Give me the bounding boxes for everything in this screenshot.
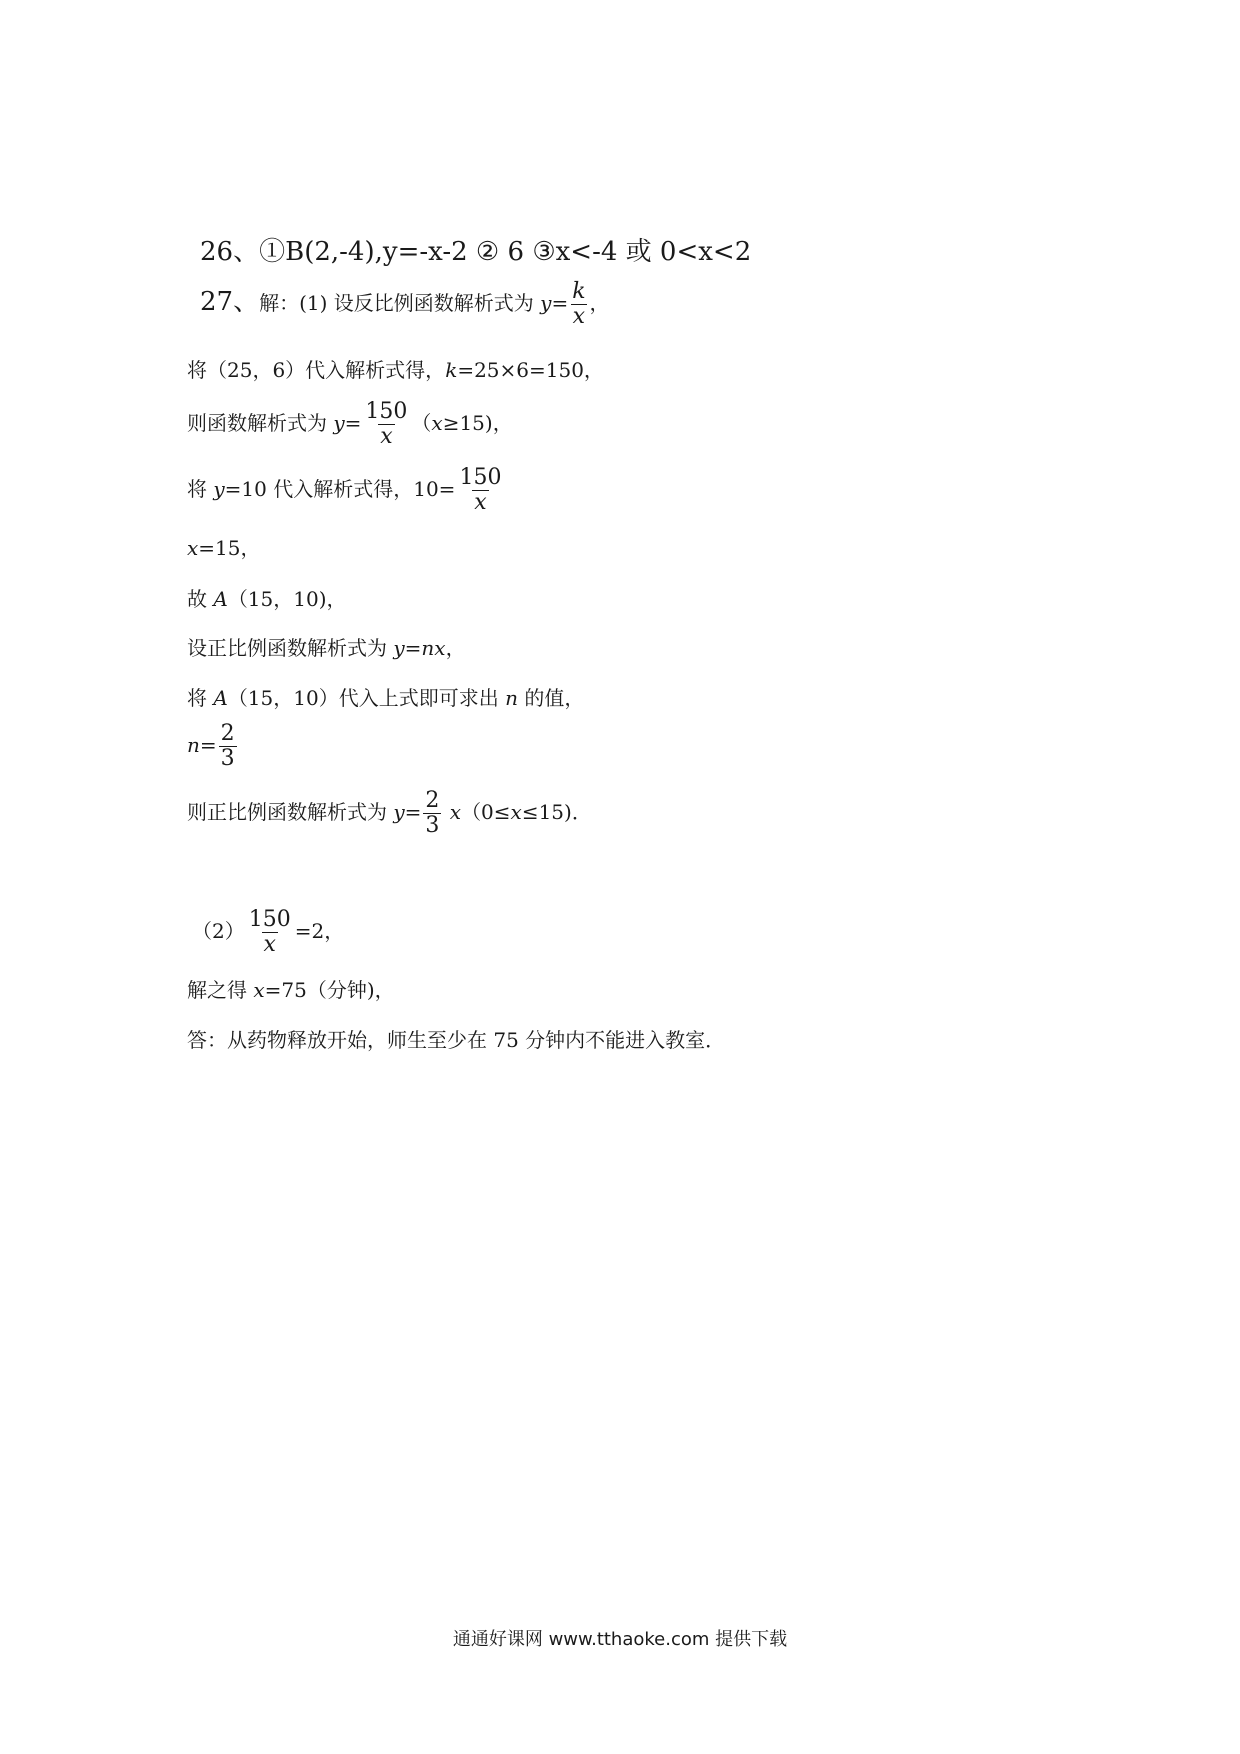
line7-formula: y=nx	[393, 636, 446, 660]
q27-number: 27、	[200, 287, 260, 317]
q26-line	[200, 236, 751, 268]
frac-numerator: 150	[365, 399, 408, 424]
frac-numerator: 150	[248, 907, 291, 932]
line8-A: A	[213, 686, 228, 710]
line6-A: A	[213, 587, 228, 611]
line8-text: 将	[187, 686, 214, 710]
line3-text: 则函数解析式为	[187, 411, 334, 435]
line10-x: x	[443, 800, 462, 824]
q27-line3	[187, 400, 513, 449]
q26-text: 26、①B(2,-4),y=-x-2 ② 6 ③x<-4 或 0<x<2	[200, 237, 752, 267]
q27-intro-y: y=	[540, 291, 569, 315]
line12-x: x	[253, 978, 265, 1002]
frac-numerator: 2	[425, 788, 440, 813]
line10-y: y=	[393, 800, 422, 824]
fraction-k-over-x	[570, 280, 587, 329]
line4-y: y	[213, 477, 225, 501]
line3-end: ≥15)，	[442, 411, 513, 435]
q27-intro-line	[200, 280, 610, 329]
fraction-150-over-x	[247, 908, 293, 957]
q27-line10	[187, 789, 592, 838]
part2-end: =2，	[294, 919, 345, 943]
line2-k: k	[445, 358, 458, 382]
q27-part2-line	[192, 908, 344, 957]
line8-n: n	[505, 686, 518, 710]
line5-text: =15，	[198, 536, 261, 560]
q27-intro-end: ，	[589, 291, 610, 315]
line6-end: （15，10)，	[227, 587, 347, 611]
line10-end: ≤15)．	[521, 800, 592, 824]
line3-x: x	[431, 411, 443, 435]
q27-line7	[187, 636, 466, 660]
q27-line6	[187, 587, 347, 611]
line3-y: y=	[333, 411, 362, 435]
line2-text: 将（25，6）代入解析式得，	[187, 358, 446, 382]
page-footer	[0, 1625, 1240, 1651]
line8-mid: （15，10）代入上式即可求出	[227, 686, 506, 710]
line12-end: =75（分钟)，	[264, 978, 395, 1002]
line2-end: =25×6=150，	[457, 358, 604, 382]
frac-denominator: 3	[220, 746, 235, 771]
line12-text: 解之得	[187, 978, 254, 1002]
q27-line5	[187, 536, 261, 560]
frac-numerator: 2	[220, 721, 235, 746]
frac-numerator: 150	[459, 465, 502, 490]
fraction-2-over-3	[219, 722, 237, 771]
part2-label: （2）	[192, 919, 245, 943]
q27-line2	[187, 358, 604, 382]
line7-end: ，	[445, 636, 466, 660]
line10-paren: （0≤	[461, 800, 511, 824]
frac-denominator: x	[572, 304, 586, 329]
frac-denominator: x	[474, 490, 487, 515]
line10-x2: x	[510, 800, 522, 824]
fraction-150-over-x	[363, 400, 409, 449]
line9-n: n	[187, 733, 200, 757]
line3-paren: （	[411, 411, 432, 435]
frac-denominator: x	[263, 932, 276, 957]
frac-denominator: 3	[425, 813, 440, 838]
line4-text: 将	[187, 477, 214, 501]
fraction-2-over-3	[423, 789, 441, 838]
line10-text: 则正比例函数解析式为	[187, 800, 394, 824]
q27-line12	[187, 978, 395, 1002]
footer-text: 通通好课网 www.tthaoke.com 提供下载	[452, 1629, 788, 1650]
line5-x: x	[187, 536, 199, 560]
line8-end: 的值，	[517, 686, 585, 710]
q27-line8	[187, 686, 584, 710]
answer-text: 答：从药物释放开始，师生至少在 75 分钟内不能进入教室．	[187, 1028, 726, 1052]
line6-text: 故	[187, 587, 214, 611]
frac-denominator: x	[380, 424, 393, 449]
line7-text: 设正比例函数解析式为	[187, 636, 394, 660]
fraction-150-over-x	[457, 466, 503, 515]
q27-answer-line	[187, 1028, 725, 1052]
q27-line9	[187, 722, 239, 771]
q27-line4	[187, 466, 505, 515]
line4-mid: =10 代入解析式得，10=	[224, 477, 456, 501]
line9-eq: =	[199, 733, 217, 757]
frac-numerator: k	[572, 279, 586, 304]
q27-intro-text: 解：(1) 设反比例函数解析式为	[259, 291, 541, 315]
